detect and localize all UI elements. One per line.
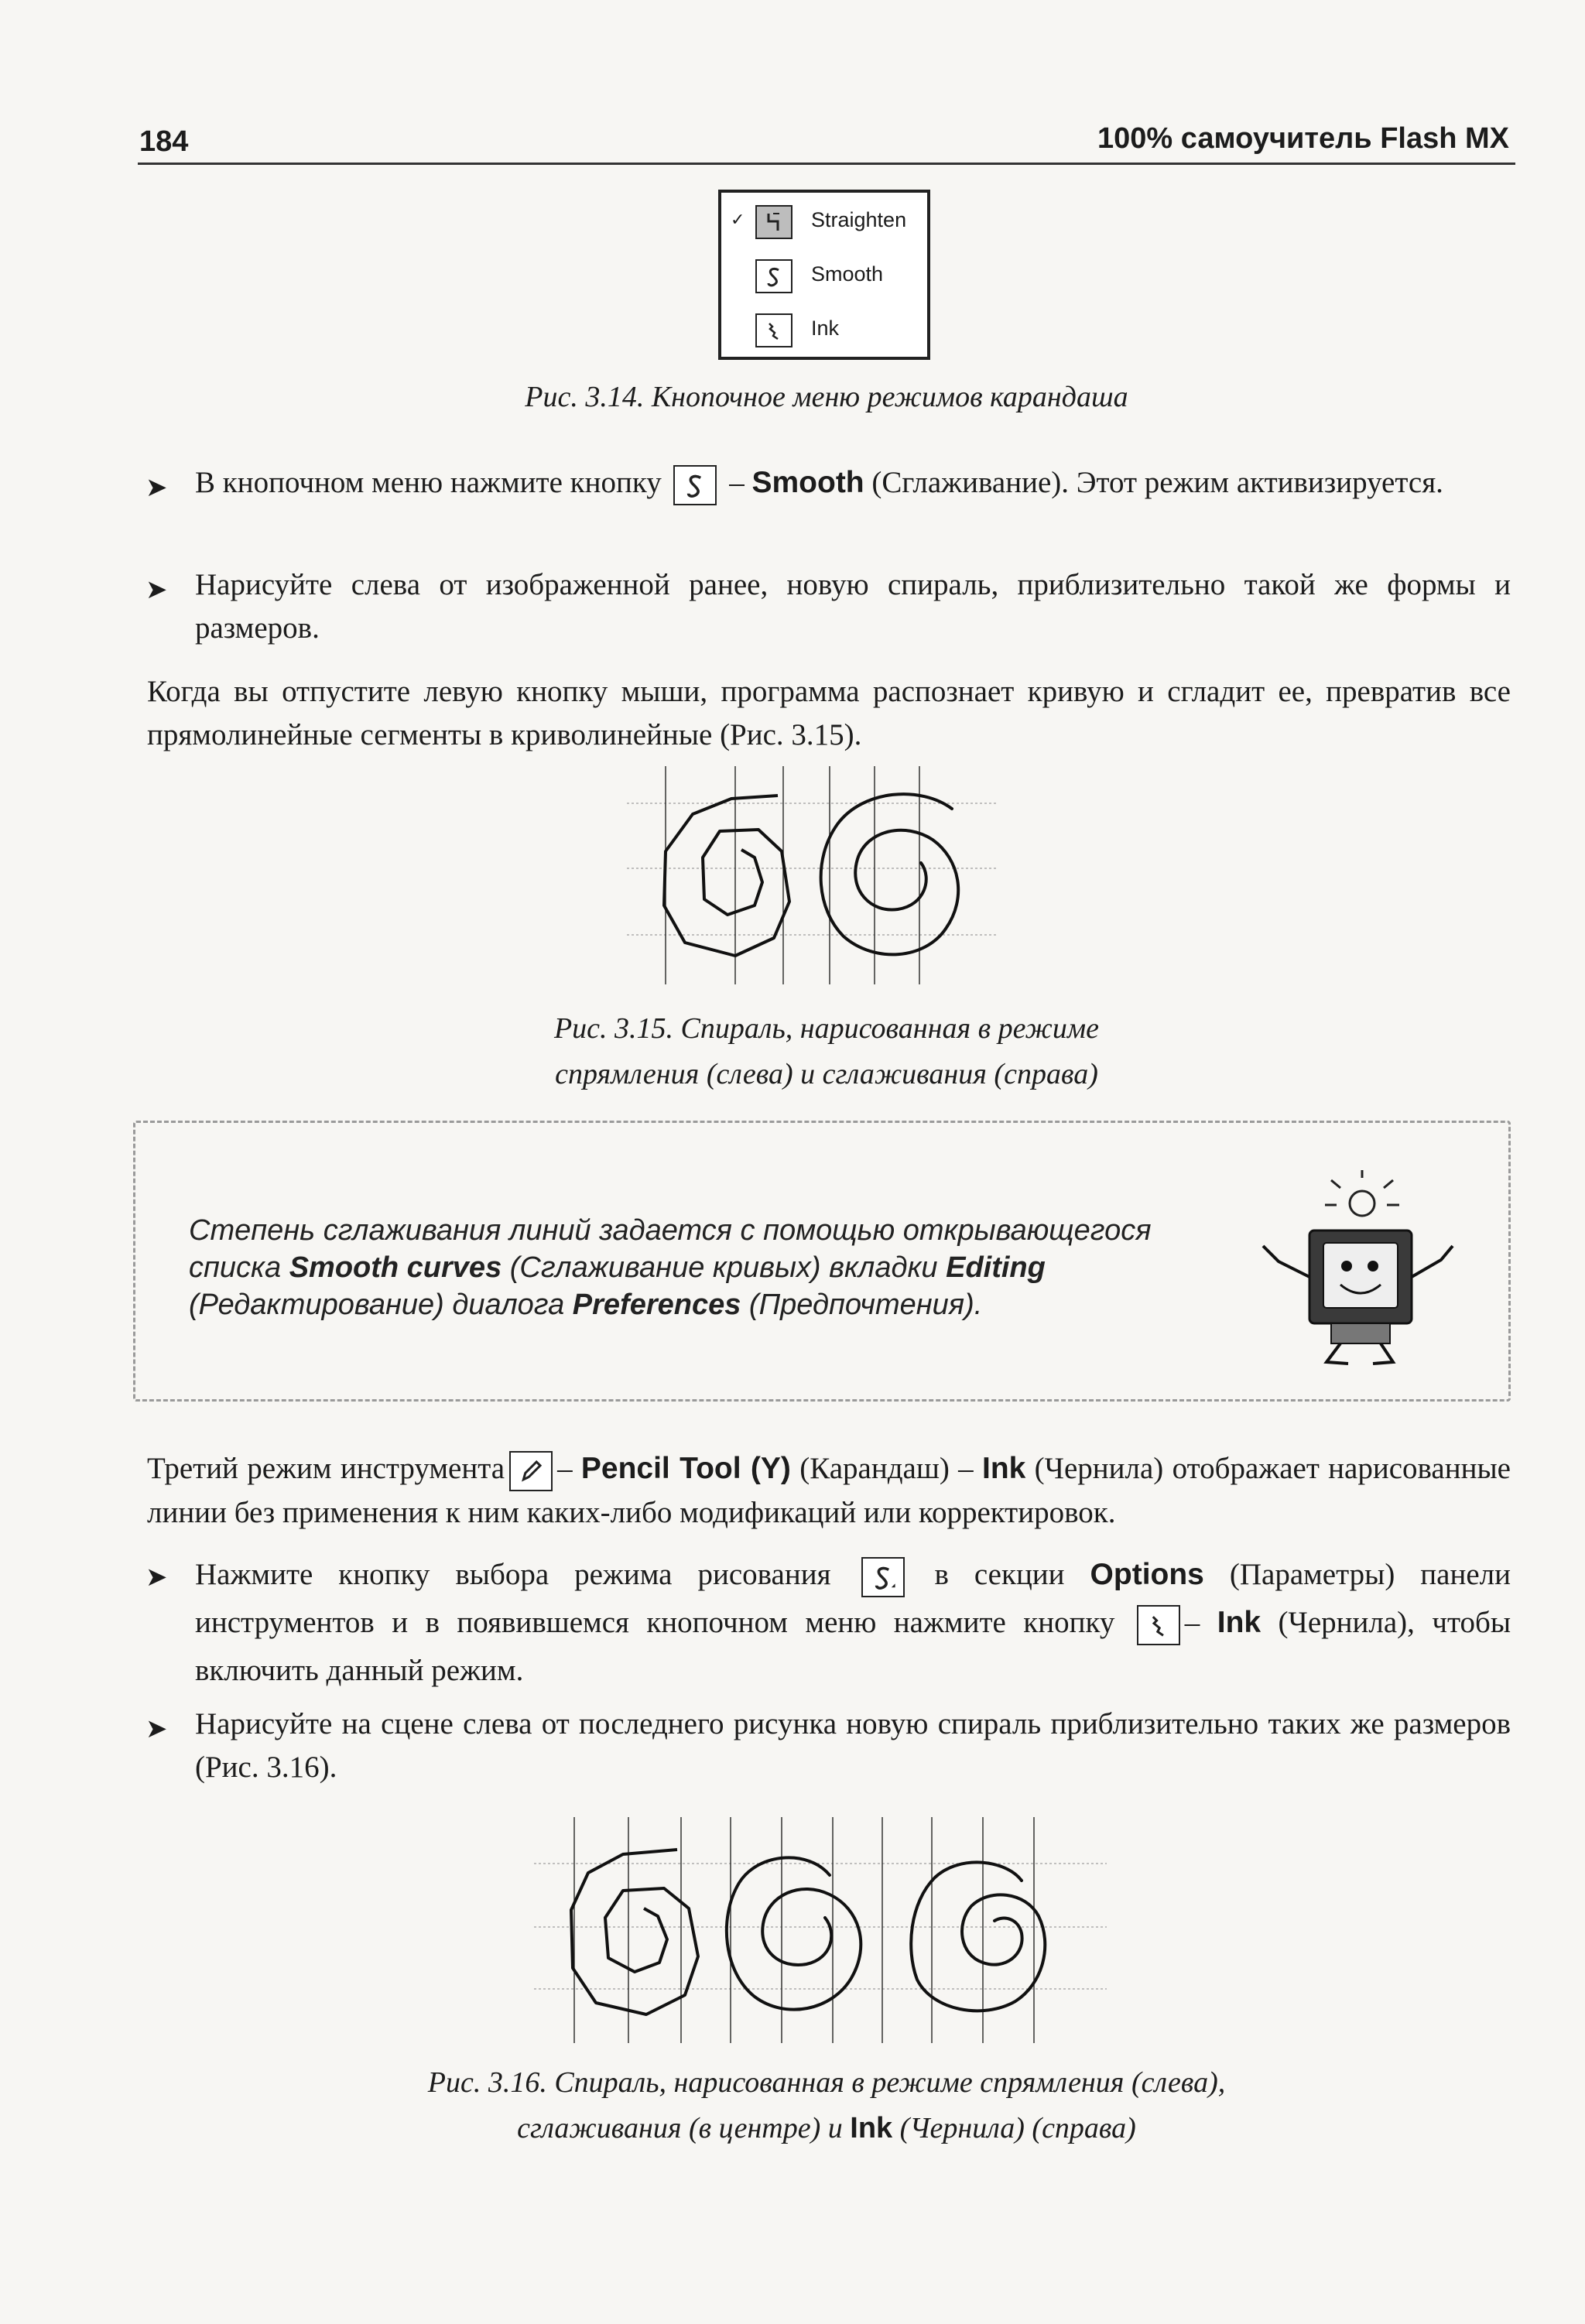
- paragraph-2: Третий режим инструмента – Pencil Tool (Y) (Карандаш) – Ink (Чернила) отображает нарисованные линии без применения к ним каких-либо модификаций или корректировок.: [147, 1452, 1511, 1530]
- figure-3-15-caption: Рис. 3.15. Спираль, нарисованная в режиме спрямления (слева) и сглаживания (справа): [553, 1012, 1100, 1090]
- header-rule: [138, 163, 1515, 165]
- menu-item-smooth[interactable]: [721, 252, 927, 298]
- pencil-tool-icon: [509, 1451, 553, 1491]
- ink-icon: [755, 313, 792, 347]
- figure-3-16-caption: Рис. 3.16. Спираль, нарисованная в режиме спрямления (слева), сглаживания (в центре) и Ink (Чернила) (справа): [427, 2066, 1226, 2144]
- bullet-2-text: Нарисуйте слева от изображенной ранее, новую спираль, приблизительно такой же формы и размеров.: [195, 568, 1511, 645]
- pencil-mode-menu: [718, 190, 930, 360]
- menu-item-ink[interactable]: [721, 306, 927, 352]
- check-icon: ✓: [731, 210, 745, 229]
- page-number: 184: [139, 125, 189, 158]
- bullet-1-text: В кнопочном меню нажмите кнопку – Smooth (Сглаживание). Этот режим активизируется.: [195, 461, 1511, 505]
- figure-3-15-spirals: [619, 766, 1006, 998]
- running-header-title: 100% самоучитель Flash MX: [1097, 122, 1509, 155]
- tip-note-text: Степень сглаживания линий задается с помощью открывающегося списка Smooth curves (Сглаживание кривых) вкладки Editing (Редактирование) диалога Preferences (Предпочтения).: [189, 1214, 1152, 1321]
- drawing-mode-button-icon: [861, 1557, 905, 1597]
- smooth-icon: [755, 259, 792, 293]
- tip-note-box: [133, 1121, 1511, 1402]
- ink-button-icon: [1137, 1605, 1180, 1645]
- menu-item-label: Straighten: [811, 208, 907, 231]
- bullet-arrow-icon: ➤: [145, 1563, 168, 1592]
- bullet-4-text: Нарисуйте на сцене слева от последнего рисунка новую спираль приблизительно таких же размеров (Рис. 3.16).: [195, 1707, 1511, 1784]
- smooth-button-icon: [673, 465, 717, 505]
- bullet-3-text: Нажмите кнопку выбора режима рисования в секции Options (Параметры) панели инструментов и в появившемся кнопочном меню нажмите кнопку – Ink (Чернила), чтобы включить данный режим.: [195, 1558, 1511, 1687]
- paragraph-1: Когда вы отпустите левую кнопку мыши, программа распознает кривую и сгладит ее, превратив все прямолинейные сегменты в криволинейные (Рис. 3.15).: [147, 675, 1511, 751]
- computer-mascot-icon: [1240, 1169, 1464, 1378]
- straighten-icon: [755, 205, 792, 239]
- menu-item-label: Ink: [811, 317, 840, 340]
- bullet-arrow-icon: ➤: [145, 576, 168, 604]
- menu-item-straighten[interactable]: [721, 197, 927, 244]
- bullet-arrow-icon: ➤: [145, 474, 168, 502]
- menu-item-label: Smooth: [811, 262, 884, 286]
- figure-3-16-spirals: [526, 1817, 1114, 2057]
- figure-3-14-caption: Рис. 3.14. Кнопочное меню режимов карандаша: [525, 381, 1128, 413]
- bullet-arrow-icon: ➤: [145, 1715, 168, 1744]
